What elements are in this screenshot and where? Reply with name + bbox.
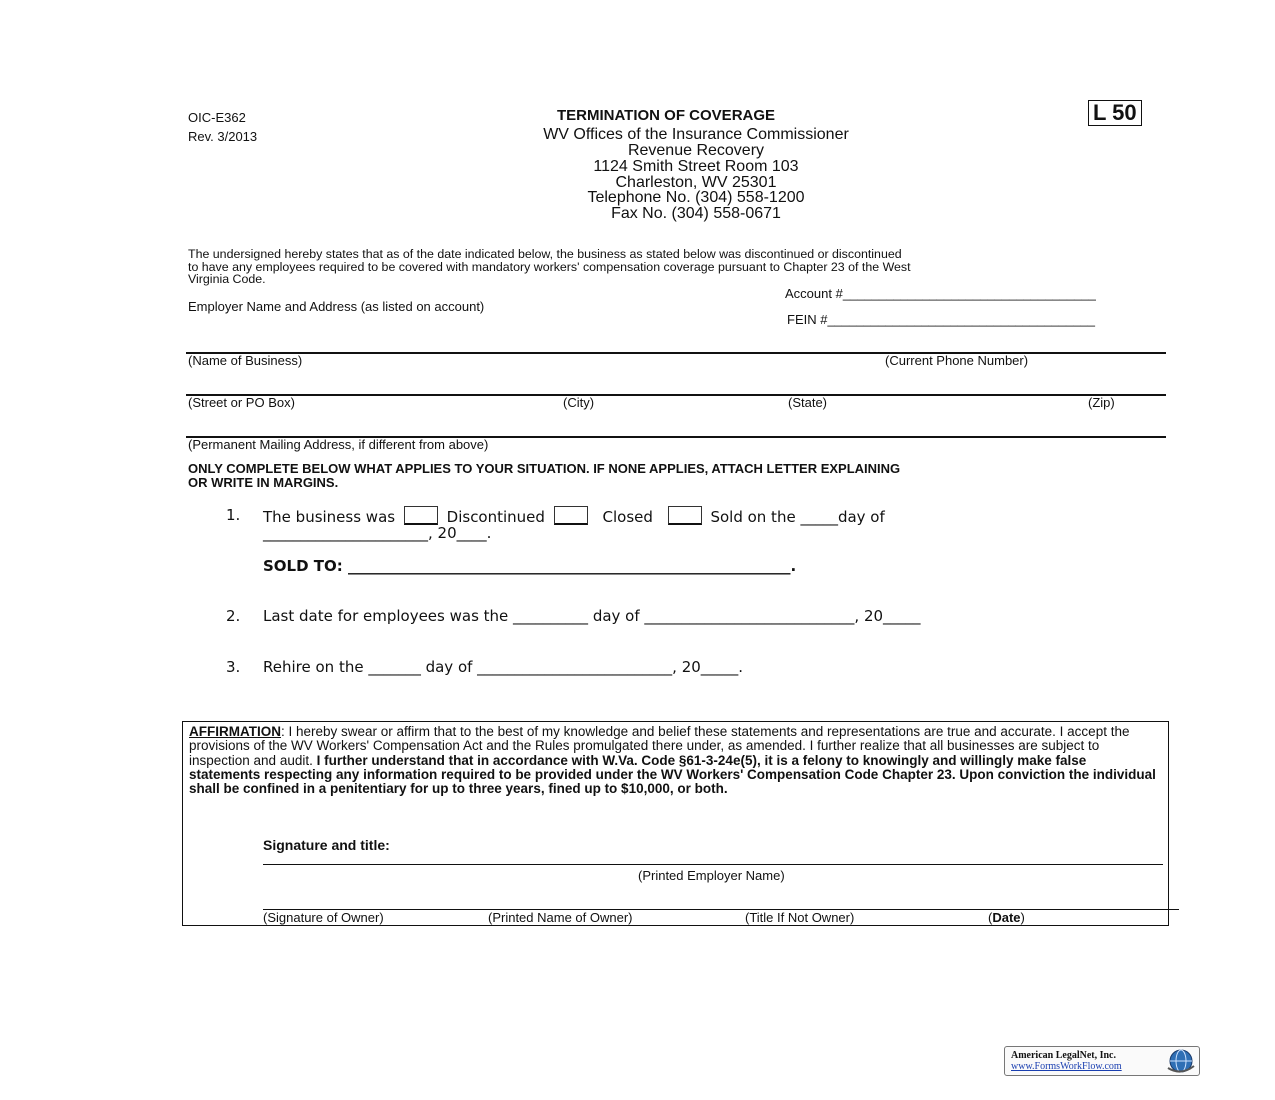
globe-icon [1165,1048,1197,1074]
discontinued-label: Discontinued [446,508,545,526]
item-2-field[interactable]: Last date for employees was the __________ day of ____________________________, 20_____ [263,607,921,625]
form-title: TERMINATION OF COVERAGE [556,107,776,124]
name-of-business-label: (Name of Business) [188,353,303,368]
item-1-date-field[interactable]: ______________________, 20____. [263,524,492,542]
affirmation-normal: : I hereby swear or affirm that to the best of my knowledge and belief these statements and representations are true and accurate. I accept the provisions of the WV Workers' Compensation Act and the Rules promulgated there under, as amended. I further realize that all businesses are subject to inspection and audit. [189,724,1130,768]
intro-line: Virginia Code. [188,272,266,286]
company-url[interactable]: www.FormsWorkFlow.com [1011,1061,1122,1072]
discontinued-checkbox[interactable] [404,506,438,525]
revision-date: Rev. 3/2013 [188,129,258,144]
printed-employer-label: (Printed Employer Name) [638,868,785,883]
date-label: (Date) [988,910,1025,925]
closed-label: Closed [602,508,653,526]
affirmation-heading: AFFIRMATION [189,724,281,739]
item-3-field[interactable]: Rehire on the _______ day of __________________________, 20_____. [263,658,744,676]
signature-title-label: Signature and title: [263,837,390,853]
item-1-text: The business was [263,508,396,526]
address-line: Fax No. (304) 558-0671 [611,205,781,222]
sold-label: Sold on the _____day of [710,508,885,526]
intro-statement [188,248,911,286]
item-number: 3. [226,658,241,676]
instruction-line: OR WRITE IN MARGINS. [188,474,339,490]
address-line: Charleston, WV 25301 [615,174,777,191]
city-label: (City) [563,395,595,410]
current-phone-label: (Current Phone Number) [885,353,1029,368]
mailing-address-label: (Permanent Mailing Address, if different from above) [188,437,489,452]
state-label: (State) [788,395,828,410]
fein-field[interactable]: FEIN #_____________________________________ [787,312,1095,327]
intro-line: The undersigned hereby states that as of the date indicated below, the business as stated below was discontinued or discontinued [188,247,902,261]
closed-checkbox[interactable] [554,506,588,525]
company-name: American LegalNet, Inc. [1011,1050,1116,1061]
affirmation-bold: I further understand that in accordance with W.Va. Code §61-3-24e(5), it is a felony to knowingly and willingly make false statements respecting any information required to be provided under the WV Workers' Compensation Code Chapter 23. Upon conviction the individual shall be confined in a penitentiary for up to three years, fined up to $10,000, or both. [189,752,1156,797]
item-number: 2. [226,607,241,625]
intro-line: to have any employees required to be covered with mandatory workers' compensation coverage pursuant to Chapter 23 of the West [188,259,911,274]
street-label: (Street or PO Box) [188,395,295,410]
printed-owner-label: (Printed Name of Owner) [488,910,633,925]
american-legalnet-logo[interactable] [1004,1046,1200,1076]
sold-to-field[interactable]: SOLD TO: ___________________________________________________________. [263,557,797,575]
instruction-line: ONLY COMPLETE BELOW WHAT APPLIES TO YOUR SITUATION. IF NONE APPLIES, ATTACH LETTER EXPLAINING [188,461,901,476]
address-line: Revenue Recovery [627,142,765,159]
item-1-row [263,506,885,526]
employer-label: Employer Name and Address (as listed on account) [188,299,485,314]
form-badge: L 50 [1088,100,1142,126]
form-code: OIC-E362 [188,110,246,125]
title-not-owner-label: (Title If Not Owner) [745,910,855,925]
signature-line[interactable] [263,909,1179,910]
item-number: 1. [226,506,241,524]
signature-owner-label: (Signature of Owner) [263,910,384,925]
instructions [188,462,900,489]
sold-checkbox[interactable] [668,506,702,525]
signature-line[interactable] [263,864,1163,865]
address-line: WV Offices of the Insurance Commissioner [543,126,849,143]
account-number-field[interactable]: Account #___________________________________ [785,286,1096,301]
zip-label: (Zip) [1088,395,1115,410]
address-line: 1124 Smith Street Room 103 [593,158,799,175]
affirmation-box [182,721,1169,926]
affirmation-text [189,725,1157,796]
divider [186,394,1166,396]
address-line: Telephone No. (304) 558-1200 [587,189,805,206]
